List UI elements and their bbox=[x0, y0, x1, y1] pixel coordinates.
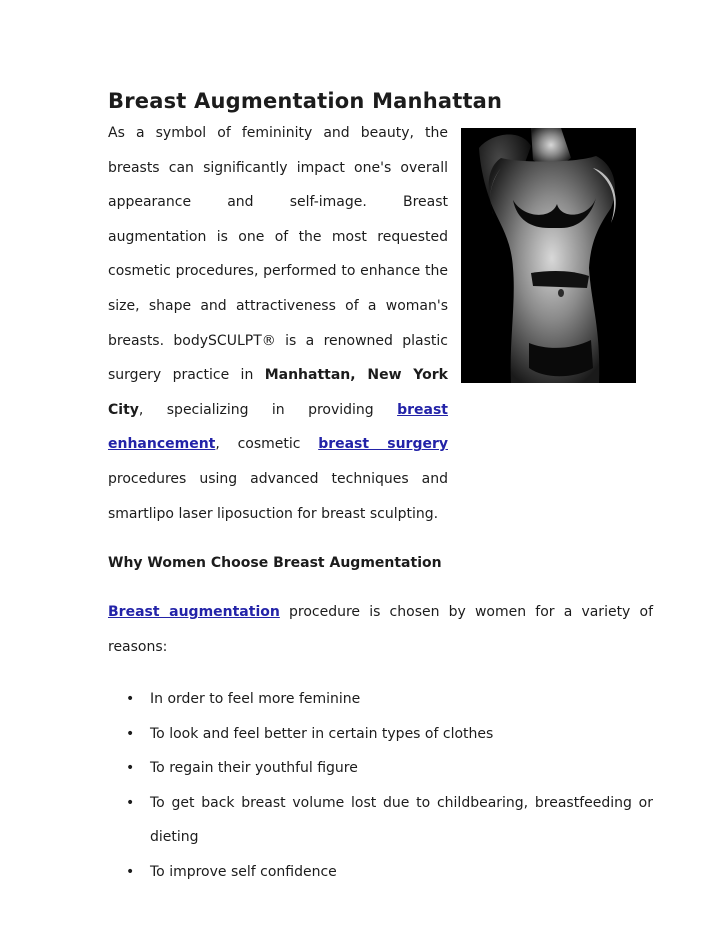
list-item: • In order to feel more feminine bbox=[108, 682, 653, 717]
intro-text-mid-2: , cosmetic bbox=[215, 436, 319, 453]
intro-paragraph bbox=[108, 116, 448, 531]
location-text: Manhattan, New York City bbox=[108, 367, 448, 418]
section-paragraph bbox=[108, 595, 653, 665]
list-item: • To look and feel better in certain types of clothes bbox=[108, 717, 653, 752]
intro-text-after: procedures using advanced techniques and smartlipo laser liposuction for breast sculpting. bbox=[108, 470, 448, 522]
list-item: • To get back breast volume lost due to childbearing, breastfeeding or dieting bbox=[108, 786, 653, 855]
intro-text-mid: , specializing in providing bbox=[138, 401, 398, 418]
list-item: • To regain their youthful figure bbox=[108, 751, 653, 786]
list-item: • To improve self confidence bbox=[108, 855, 653, 890]
intro-text: As a symbol of femininity and beauty, the breasts can significantly impact one's overall appearance and self-image. Breast augmentation is one of the most requested cosmetic procedures, performed to enhance the size, shape and attractiveness of a woman's breasts. bodySCULPT® is a renowned plastic surgery practice in bbox=[108, 125, 448, 384]
section-text: procedure is chosen by women for a variety of reasons: bbox=[108, 604, 654, 656]
page-title: Breast Augmentation Manhattan bbox=[108, 89, 503, 113]
breast-enhancement-link[interactable]: breast enhancement bbox=[108, 401, 448, 453]
article bbox=[108, 86, 653, 889]
section-heading: Why Women Choose Breast Augmentation bbox=[108, 555, 442, 572]
reasons-list bbox=[108, 682, 653, 889]
breast-augmentation-link[interactable]: Breast augmentation bbox=[108, 604, 280, 621]
breast-surgery-link[interactable]: breast surgery bbox=[318, 436, 448, 453]
